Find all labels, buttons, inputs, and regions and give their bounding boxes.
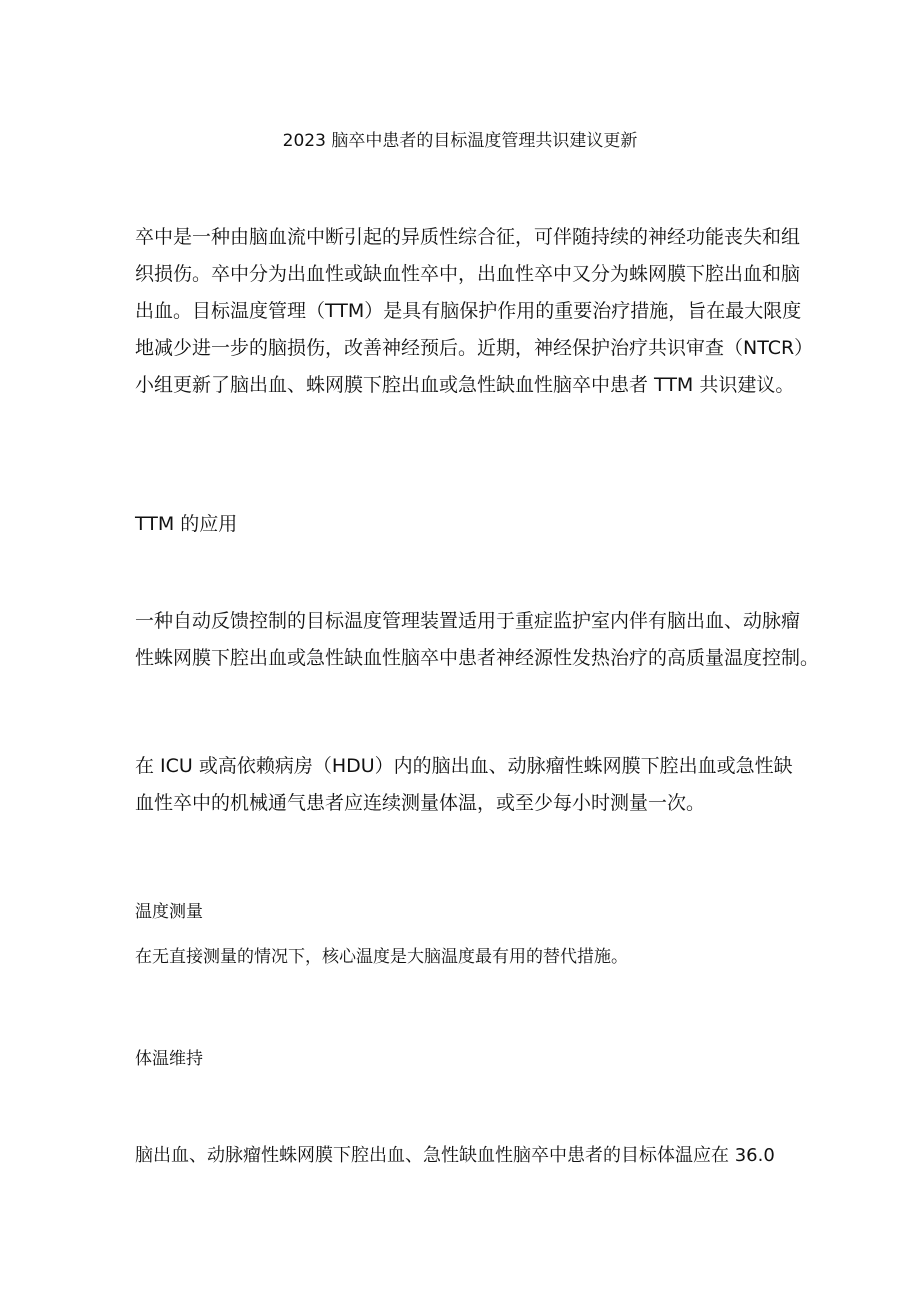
- intro-line-5: 小组更新了脑出血、蛛网膜下腔出血或急性缺血性脑卒中患者 TTM 共识建议。: [135, 374, 795, 396]
- measurement-paragraph: 在无直接测量的情况下，核心温度是大脑温度最有用的替代措施。: [135, 947, 628, 967]
- ttm-paragraph-2: [135, 748, 795, 822]
- intro-line-2: 织损伤。卒中分为出血性或缺血性卒中，出血性卒中又分为蛛网膜下腔出血和脑: [135, 263, 801, 285]
- intro-line-4: 地减少进一步的脑损伤，改善神经预后。近期，神经保护治疗共识审查（NTCR）: [135, 337, 814, 359]
- ttm-paragraph-2-line-1: 在 ICU 或高依赖病房（HDU）内的脑出血、动脉瘤性蛛网膜下腔出血或急性缺: [135, 755, 793, 777]
- intro-paragraph: [135, 219, 814, 404]
- intro-line-3: 出血。目标温度管理（TTM）是具有脑保护作用的重要治疗措施，旨在最大限度: [135, 300, 802, 322]
- intro-line-1: 卒中是一种由脑血流中断引起的异质性综合征，可伴随持续的神经功能丧失和组: [135, 226, 801, 248]
- document-title: 2023 脑卒中患者的目标温度管理共识建议更新: [282, 131, 638, 151]
- ttm-paragraph-1: [135, 603, 820, 677]
- ttm-paragraph-1-line-2: 性蛛网膜下腔出血或急性缺血性脑卒中患者神经源性发热治疗的高质量温度控制。: [135, 647, 820, 669]
- section-heading-maintenance: 体温维持: [135, 1049, 203, 1069]
- maintenance-paragraph: 脑出血、动脉瘤性蛛网膜下腔出血、急性缺血性脑卒中患者的目标体温应在 36.0: [135, 1145, 775, 1166]
- ttm-paragraph-2-line-2: 血性卒中的机械通气患者应连续测量体温，或至少每小时测量一次。: [135, 792, 706, 814]
- ttm-paragraph-1-line-1: 一种自动反馈控制的目标温度管理装置适用于重症监护室内伴有脑出血、动脉瘤: [135, 610, 801, 632]
- section-heading-measurement: 温度测量: [135, 902, 203, 922]
- section-heading-ttm: TTM 的应用: [135, 513, 238, 535]
